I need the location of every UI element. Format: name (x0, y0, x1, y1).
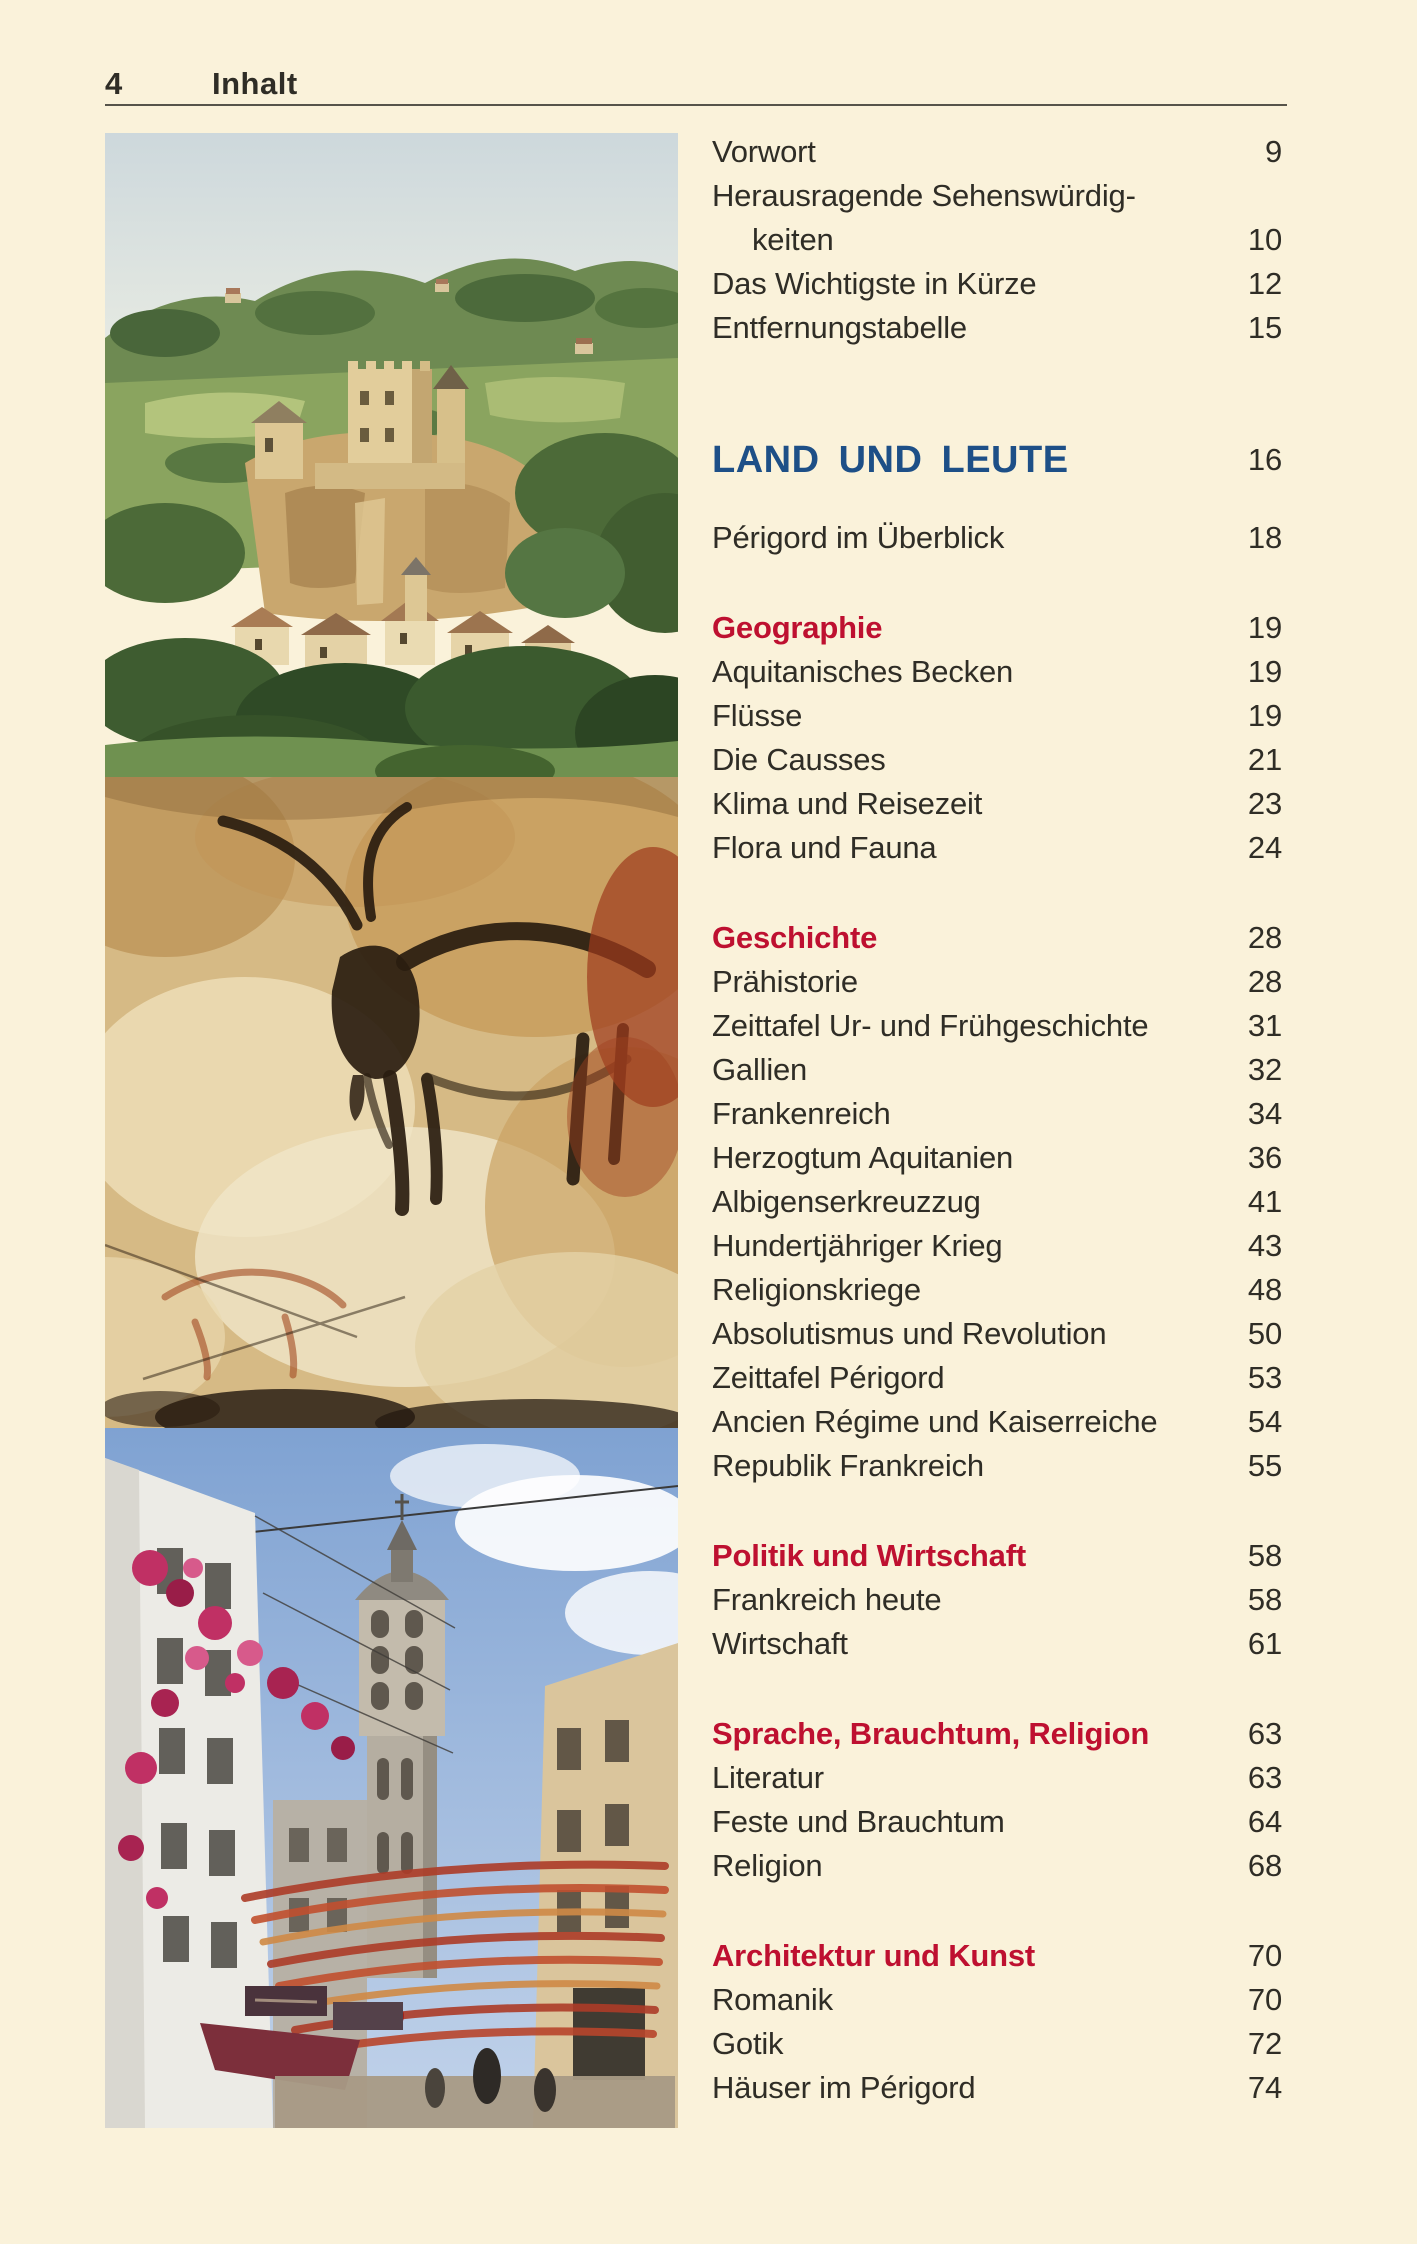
toc-entry-label: Herausragende Sehenswürdig- (712, 178, 1136, 213)
toc-entry-page-number: 58 (1247, 1538, 1282, 1573)
toc-entry (712, 306, 1282, 350)
toc-entry-page-number: 63 (1247, 1716, 1282, 1751)
toc-entry (712, 1978, 1282, 2022)
cave-painting-illustration (105, 777, 678, 1428)
flower-street-illustration (105, 1428, 678, 2128)
toc-entry (712, 1800, 1282, 1844)
toc-entry-label: Frankreich heute (712, 1582, 942, 1617)
toc-entry (712, 1224, 1282, 1268)
toc-entry (712, 1136, 1282, 1180)
toc-section-heading (712, 606, 1282, 650)
toc-entry-label: Klima und Reisezeit (712, 786, 983, 821)
toc-entry (712, 262, 1282, 306)
toc-entry-label: Zeittafel Périgord (712, 1360, 945, 1395)
toc-entry-label: Zeittafel Ur- und Frühgeschichte (712, 1008, 1149, 1043)
toc-entry (712, 1444, 1282, 1488)
photo-column (105, 133, 678, 2128)
flower-street-church-photo (105, 1428, 678, 2128)
toc-entry (712, 738, 1282, 782)
toc-entry-page-number: 53 (1247, 1360, 1282, 1395)
toc-entry-label: Religion (712, 1848, 823, 1883)
page-header-title: Inhalt (212, 66, 298, 101)
toc-entry (712, 1844, 1282, 1888)
toc-entry (712, 1268, 1282, 1312)
toc-entry-page-number: 16 (1247, 442, 1282, 477)
toc-entry (712, 1048, 1282, 1092)
toc-entry-label: Literatur (712, 1760, 824, 1795)
toc-entry-page-number: 43 (1247, 1228, 1282, 1263)
toc-entry-label: Wirtschaft (712, 1626, 848, 1661)
toc-entry-label: Häuser im Périgord (712, 2070, 976, 2105)
toc-entry-label: Geographie (712, 610, 883, 645)
toc-entry (712, 2022, 1282, 2066)
toc-entry-page-number: 74 (1247, 2070, 1282, 2105)
toc-entry-page-number: 68 (1247, 1848, 1282, 1883)
toc-entry-page-number: 50 (1247, 1316, 1282, 1351)
toc-entry-page-number: 24 (1247, 830, 1282, 865)
toc-entry-label: Republik Frankreich (712, 1448, 984, 1483)
toc-entry (712, 782, 1282, 826)
castle-landscape-illustration (105, 133, 678, 777)
toc-entry-label: Romanik (712, 1982, 833, 2017)
toc-entry (712, 1356, 1282, 1400)
toc-entry-label: Feste und Brauchtum (712, 1804, 1005, 1839)
toc-entry-page-number: 55 (1247, 1448, 1282, 1483)
toc-entry-label: Die Causses (712, 742, 886, 777)
toc-entry-page-number: 28 (1247, 964, 1282, 999)
toc-entry-page-number: 10 (1247, 222, 1282, 257)
toc-entry-label: Politik und Wirtschaft (712, 1538, 1026, 1573)
toc-entry-page-number: 72 (1247, 2026, 1282, 2061)
cave-painting-bull-photo (105, 777, 678, 1428)
header-rule (105, 104, 1287, 106)
page-number: 4 (105, 66, 123, 101)
toc-entry (712, 960, 1282, 1004)
toc-entry-label: Absolutismus und Revolution (712, 1316, 1107, 1351)
toc-entry-page-number: 41 (1247, 1184, 1282, 1219)
toc-entry (712, 1622, 1282, 1666)
toc-entry (712, 516, 1282, 560)
toc-entry (712, 2066, 1282, 2110)
toc-entry (712, 1092, 1282, 1136)
toc-entry-label: Aquitanisches Becken (712, 654, 1014, 689)
toc-entry-label: Hundertjähriger Krieg (712, 1228, 1003, 1263)
toc-entry (712, 1180, 1282, 1224)
toc-entry-page-number: 15 (1247, 310, 1282, 345)
toc-entry-page-number: 12 (1247, 266, 1282, 301)
toc-entry-label: Architektur und Kunst (712, 1938, 1036, 1973)
toc-entry-page-number: 63 (1247, 1760, 1282, 1795)
toc-entry-label: Das Wichtigste in Kürze (712, 266, 1037, 301)
toc-entry-label: Flüsse (712, 698, 803, 733)
toc-entry-page-number: 48 (1247, 1272, 1282, 1307)
toc-entry-label: Flora und Fauna (712, 830, 937, 865)
toc-entry (712, 218, 1282, 262)
toc-entry-page-number: 36 (1247, 1140, 1282, 1175)
toc-entry-page-number: 34 (1247, 1096, 1282, 1131)
toc-entry-page-number: 19 (1247, 610, 1282, 645)
toc-section-heading (712, 1712, 1282, 1756)
toc-entry-page-number: 58 (1247, 1582, 1282, 1617)
table-of-contents (712, 130, 1282, 2110)
toc-entry-page-number: 28 (1247, 920, 1282, 955)
toc-entry-page-number: 32 (1247, 1052, 1282, 1087)
toc-entry (712, 174, 1282, 218)
toc-entry (712, 1578, 1282, 1622)
toc-entry-label: Sprache, Brauchtum, Religion (712, 1716, 1150, 1751)
toc-entry (712, 1400, 1282, 1444)
toc-entry-page-number: 70 (1247, 1982, 1282, 2017)
toc-entry-page-number: 18 (1247, 520, 1282, 555)
toc-entry (712, 1004, 1282, 1048)
toc-entry (712, 694, 1282, 738)
toc-entry-label: Gotik (712, 2026, 784, 2061)
toc-entry-page-number: 9 (1264, 134, 1282, 169)
toc-entry-label: keiten (752, 222, 834, 257)
toc-section-heading (712, 1934, 1282, 1978)
toc-entry-label: Ancien Régime und Kaiserreiche (712, 1404, 1158, 1439)
toc-entry-label: Geschichte (712, 920, 878, 955)
toc-entry-page-number: 64 (1247, 1804, 1282, 1839)
toc-entry-page-number: 61 (1247, 1626, 1282, 1661)
toc-entry-page-number: 19 (1247, 698, 1282, 733)
toc-section-heading (712, 916, 1282, 960)
toc-entry (712, 1312, 1282, 1356)
toc-entry-label: LAND UND LEUTE (712, 438, 1069, 481)
toc-entry-page-number: 54 (1247, 1404, 1282, 1439)
toc-entry-page-number: 31 (1247, 1008, 1282, 1043)
toc-part-heading (712, 434, 1282, 486)
toc-entry (712, 826, 1282, 870)
toc-entry-label: Religionskriege (712, 1272, 921, 1307)
toc-entry-label: Frankenreich (712, 1096, 891, 1131)
toc-entry (712, 650, 1282, 694)
toc-entry-label: Prähistorie (712, 964, 858, 999)
toc-entry-label: Gallien (712, 1052, 808, 1087)
toc-section-heading (712, 1534, 1282, 1578)
toc-entry-label: Périgord im Überblick (712, 520, 1005, 555)
toc-entry-label: Vorwort (712, 134, 816, 169)
toc-entry-page-number: 21 (1247, 742, 1282, 777)
toc-entry (712, 130, 1282, 174)
toc-entry-page-number: 23 (1247, 786, 1282, 821)
toc-entry-label: Entfernungstabelle (712, 310, 967, 345)
toc-entry-page-number: 19 (1247, 654, 1282, 689)
toc-entry-label: Albigenserkreuzzug (712, 1184, 981, 1219)
toc-entry-page-number: 70 (1247, 1938, 1282, 1973)
toc-entry-label: Herzogtum Aquitanien (712, 1140, 1014, 1175)
toc-entry (712, 1756, 1282, 1800)
castle-hill-landscape-photo (105, 133, 678, 777)
